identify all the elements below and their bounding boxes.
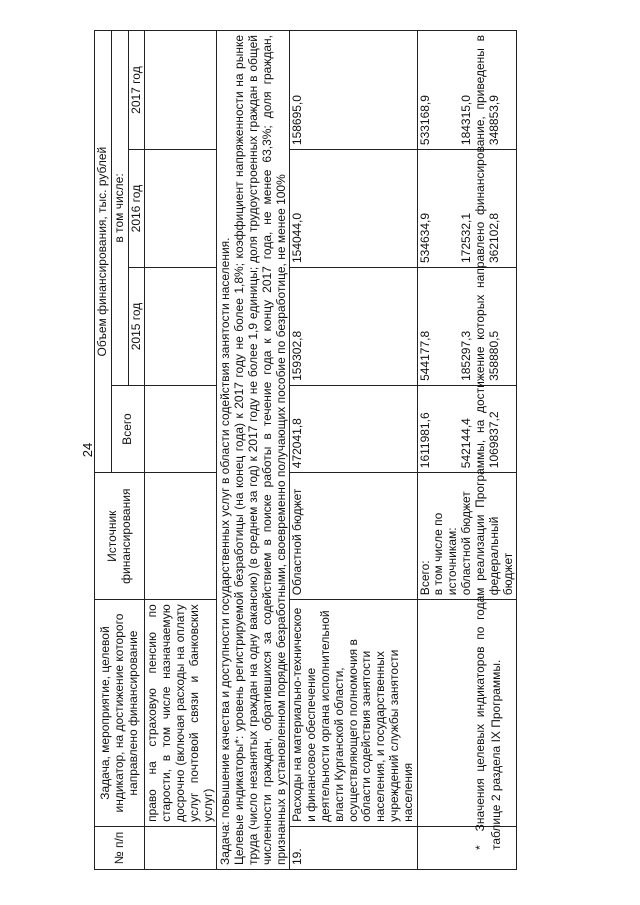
header-total: Всего [111, 385, 145, 472]
header-source: Источник финансирования [95, 473, 145, 600]
row-19-total: 472041,8 [290, 385, 417, 472]
header-volume: Объем финансирования, тыс. рублей [95, 31, 112, 473]
row-19-source: Областной бюджет [290, 473, 417, 600]
totals-all-2016: 534634,9 [417, 212, 432, 264]
task-indicators: Целевые индикаторы*: уровень регистрируемой безработицы (на конец года) к 2017 году не более 1,8%; коэффициент напряженности на рынке труда (число незанятых граждан на одну вакансию) (в среднем за год) к 2017 году не более 1,9 единицы; доля трудоустроенных граждан в общей численности граждан, обратившихся за содействием в поиске работы в течение года к концу 2017 года, не менее 63,3%; доля граждан, признанных в установленном порядке безработными, своевременно получающих пособие по безработице, не менее 100% [232, 35, 288, 865]
header-including: в том числе: [111, 31, 128, 386]
totals-regional-2015: 185297,3 [459, 330, 474, 381]
totals-all-total: 1611981,6 [417, 412, 432, 469]
page-number: 24 [80, 442, 95, 458]
header-year-2017: 2017 год [128, 31, 145, 150]
totals-regional-2017: 184315,0 [459, 95, 474, 146]
totals-federal-2015: 358880,5 [487, 330, 502, 381]
totals-label-all: Всего: [417, 560, 432, 596]
continuation-text: право на страховую пенсию по старости, в том числе назначаемую досрочно (включая расходы на оплату услуг почтовой связи и банковских услуг) [145, 600, 217, 827]
header-row-1 [95, 31, 112, 870]
header-year-2016: 2016 год [128, 150, 145, 268]
row-19-2015: 159302,8 [290, 268, 417, 386]
header-year-2015: 2015 год [128, 268, 145, 386]
totals-regional-total: 542144,4 [459, 418, 474, 469]
header-no: № п/п [95, 826, 145, 869]
continuation-row [145, 31, 217, 870]
row-19-2017: 158695,0 [290, 31, 417, 150]
totals-regional-2016: 172532,1 [459, 212, 474, 264]
totals-all-2015: 544177,8 [417, 330, 432, 381]
row-19-name: Расходы на материально-техническое и финансовое обеспечение деятельности органа исполнительной власти Курганской области, осуществляющего полномочия в области содействия занятости населения, и государственных учреждений службы занятости населения [290, 600, 417, 827]
row-19-no: 19. [290, 826, 417, 869]
totals-all-2017: 533168,9 [417, 95, 432, 146]
financing-table [94, 30, 517, 870]
task-title: Задача: повышение качества и доступности государственных услуг в области содействия занятости населения. [218, 237, 233, 865]
footnote-text: Значения целевых индикаторов по годам реализации Программы, на достижение которых направлено финансирование, приведены в таблице 2 раздела IX Программы. [473, 35, 504, 850]
task-row [217, 31, 290, 870]
totals-label-regional: областной бюджет [458, 491, 473, 596]
totals-label-federal: федеральный бюджет [486, 516, 515, 596]
footnote-mark: * [473, 845, 487, 850]
task-cell [217, 31, 290, 870]
header-task: Задача, мероприятие, целевой индикатор, на достижение которого направлено финансирование [95, 600, 145, 827]
footnote [472, 35, 504, 850]
row-19-2016: 154044,0 [290, 150, 417, 268]
totals-federal-total: 1069837,2 [487, 411, 502, 469]
totals-label-sub: в том числе по источникам: [431, 512, 460, 596]
totals-federal-2017: 348853,9 [487, 95, 502, 146]
totals-federal-2016: 362102,8 [487, 212, 502, 264]
rotated-page [80, 30, 520, 870]
row-19 [290, 31, 417, 870]
